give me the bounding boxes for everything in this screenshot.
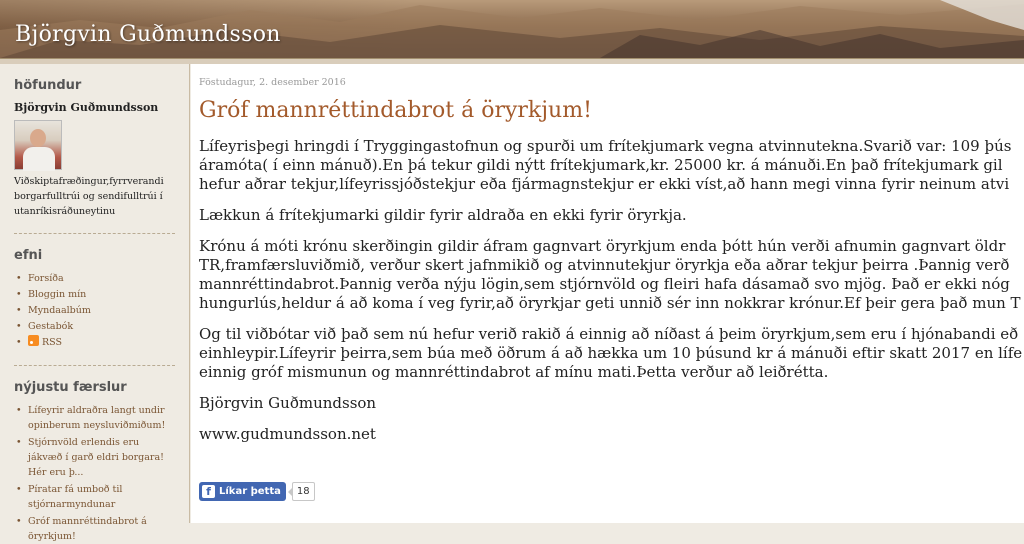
like-count: 18: [292, 482, 315, 501]
recent-post-link[interactable]: • Lífeyrir aldraðra langt undir opinberum neysluviðmiðum!: [14, 403, 175, 433]
sidebar-link-gestabok[interactable]: • Gestabók: [14, 319, 175, 335]
recent-posts-list: [14, 403, 175, 544]
post-paragraph: [199, 137, 1024, 194]
post-website: [199, 425, 1024, 444]
blog-title[interactable]: Björgvin Guðmundsson: [15, 22, 281, 47]
sidebar-divider: [14, 365, 175, 366]
sidebar: [0, 64, 190, 542]
post-line: Lækkun á frítekjumarki gildir fyrir aldraða en ekki fyrir öryrkja.: [199, 206, 687, 224]
post-paragraph: [199, 237, 1024, 313]
post-line: Björgvin Guðmundsson: [199, 394, 377, 412]
post-line: TR,framfærsluviðmið, verður skert jafnmikið og atvinnutekjur öryrkja eða aðrar tekjur þeirra .Þannig verð: [199, 256, 1010, 274]
rss-label: RSS: [42, 337, 63, 348]
post-line: hungurlús,heldur á að koma í veg fyrir,að öryrkjar geti unnið sér inn nokkrar krónur.Ef þeir gera það mun T: [199, 294, 1021, 312]
post-line: Krónu á móti krónu skerðingin gildir áfram gagnvart öryrkjum enda þótt hún verði afnumin gagnvart öldr: [199, 237, 1006, 255]
post-line: einhleypir.Lífeyrir þeirra,sem búa með öðrum á að hækka um 10 þúsund kr á mánuði eftir skatt 2017 en lífe: [199, 344, 1023, 362]
facebook-like: [199, 482, 315, 501]
facebook-like-button[interactable]: [199, 482, 286, 501]
post-line: einnig gróf mismunun og mannréttindabrot af mínu mati.Þetta verður að leiðrétta.: [199, 363, 829, 381]
blog-header: [0, 0, 1024, 58]
author-name[interactable]: Björgvin Guðmundsson: [14, 101, 159, 114]
sidebar-divider: [14, 233, 175, 234]
links-heading: efni: [14, 248, 43, 263]
sidebar-link-myndaalbum[interactable]: • Myndaalbúm: [14, 303, 175, 319]
recent-post-link[interactable]: • Píratar fá umboð til stjórnarmyndunar: [14, 482, 175, 512]
post-line: www.gudmundsson.net: [199, 425, 376, 443]
sidebar-link-forsida[interactable]: • Forsíða: [14, 271, 175, 287]
post-line: Og til viðbótar við það sem nú hefur verið rakið á einnig að níðast á þeim öryrkjum,sem eru í hjónabandi eð: [199, 325, 1019, 343]
post-signature: [199, 394, 1024, 413]
links-list: [14, 271, 175, 351]
post-line: Lífeyrisþegi hringdi í Tryggingastofnun og spurði um frítekjumark vegna atvinnutekna.Svarið var: 109 þús: [199, 137, 1012, 155]
post-date: Föstudagur, 2. desember 2016: [199, 77, 346, 88]
like-label: Líkar þetta: [219, 486, 281, 497]
post-line: áramóta( í einn mánuð).En þá tekur gildi nýtt frítekjumark,kr. 25000 kr. á mánuði.En það frítekjumark gil: [199, 156, 1003, 174]
main-content: [191, 64, 1024, 523]
author-avatar[interactable]: [14, 120, 62, 170]
post-paragraph: [199, 325, 1024, 382]
recent-posts-heading: nýjustu færslur: [14, 380, 127, 395]
author-heading: höfundur: [14, 78, 82, 93]
rss-icon: [28, 335, 39, 346]
post-title[interactable]: Gróf mannréttindabrot á öryrkjum!: [199, 98, 592, 123]
recent-post-link[interactable]: • Stjórnvöld erlendis eru jákvæð í garð eldri borgara! Hér eru þ...: [14, 435, 175, 480]
sidebar-link-rss[interactable]: [14, 335, 175, 351]
post-line: hefur aðrar tekjur,lífeyrissjóðstekjur eða fjármagnstekjur er ekki víst,að hann megi vinna fyrir neinum atvi: [199, 175, 1010, 193]
post-body: [199, 137, 1024, 444]
post-paragraph: [199, 206, 1024, 225]
recent-post-link[interactable]: • Gróf mannréttindabrot á öryrkjum!: [14, 514, 175, 544]
sidebar-link-bloggin[interactable]: • Bloggin mín: [14, 287, 175, 303]
author-description: Viðskiptafræðingur,fyrrverandi borgarfulltrúi og sendifulltrúi í utanríkisráðuneytinu: [14, 176, 164, 217]
post-line: mannréttindabrot.Þannig verða nýju lögin,sem stjórnvöld og fleiri hafa dásamað svo mjög. Það er ekki nóg: [199, 275, 1010, 293]
facebook-icon: f: [202, 485, 215, 498]
